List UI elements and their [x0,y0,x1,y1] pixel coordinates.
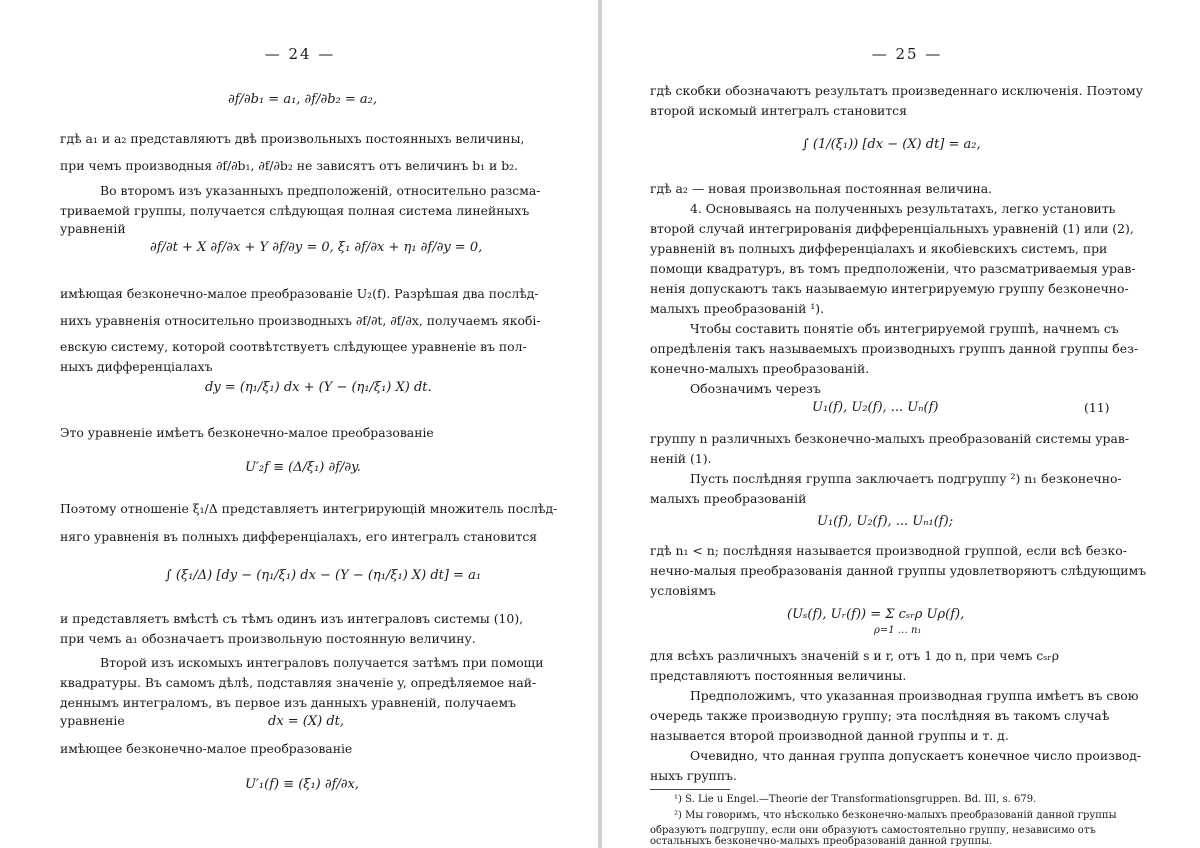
text-line: имѣющая безконечно-малое преобразованіе U₂(f). Разрѣшая два послѣд- [60,286,539,301]
text-line: для всѣхъ различныхъ значеній s и r, отъ 1 до n, при чемъ cₛᵣρ [650,648,1059,663]
text-line: гдѣ a₁ и a₂ представляютъ двѣ произвольныхъ постоянныхъ величины, [60,131,525,146]
formula: U′₁(f) ≡ (ξ₁) ∂f/∂x, [245,777,359,792]
formula: ∫ (1/(ξ₁)) [dx − (X) dt] = a₂, [802,137,981,152]
formula: dy = (η₁/ξ₁) dx + (Y − (η₁/ξ₁) X) dt. [205,380,432,395]
text-line: уравненій [60,221,126,236]
text-line: гдѣ a₂ — новая произвольная постоянная величина. [650,181,993,196]
text-line: неній (1). [650,451,712,466]
text-line: деннымъ интеграломъ, въ первое изъ данныхъ уравненій, получаемъ [60,695,516,710]
text-line: второй искомый интегралъ становится [650,103,907,118]
formula: (Uₛ(f), Uᵣ(f)) = Σ cₛᵣρ Uρ(f), [787,607,965,622]
text-line: Во второмъ изъ указанныхъ предположеній, относительно разсма- [100,183,541,198]
text-line: при чемъ производныя ∂f/∂b₁, ∂f/∂b₂ не зависятъ отъ величинъ b₁ и b₂. [60,158,519,173]
text-line: триваемой группы, получается слѣдующая полная система линейныхъ [60,203,530,218]
formula: U′₂f ≡ (Δ/ξ₁) ∂f/∂y. [245,460,361,475]
text-line: при чемъ a₁ обозначаетъ произвольную постоянную величину. [60,631,476,646]
text-line: Это уравненіе имѣетъ безконечно-малое преобразованіе [60,425,434,440]
text-line: Пусть послѣдняя группа заключаетъ подгруппу ²) n₁ безконечно- [690,471,1122,486]
footnote: образуютъ подгруппу, если они образуютъ самостоятельно группу, независимо отъ [650,825,1096,836]
text-line: Предположимъ, что указанная производная группа имѣетъ въ свою [690,688,1139,703]
text-line: Обозначимъ черезъ [690,381,821,396]
text-line: малыхъ преобразованій ¹). [650,301,825,316]
footnote-rule [650,789,730,790]
text-line: очередь также производную группу; эта послѣдняя въ такомъ случаѣ [650,708,1110,723]
formula: ∂f/∂b₁ = a₁, ∂f/∂b₂ = a₂, [228,92,377,107]
text-line: группу n различныхъ безконечно-малыхъ преобразованій системы урав- [650,431,1130,446]
page-number: — 24 — [264,45,336,63]
text-line: уравненіе [60,713,125,728]
text-line: евскую систему, которой соотвѣтствуетъ слѣдующее уравненіе въ пол- [60,339,527,354]
text-line: ненія допускаютъ такъ называемую интегрируемую группу безконечно- [650,281,1129,296]
equation-number: (11) [1084,400,1110,415]
formula: ∫ (ξ₁/Δ) [dy − (η₁/ξ₁) dx − (Y − (η₁/ξ₁) X) dt] = a₁ [165,568,482,583]
text-line: Поэтому отношеніе ξ₁/Δ представляетъ интегрирующій множитель послѣд- [60,501,558,516]
text-line: малыхъ преобразованій [650,491,807,506]
formula: U₁(f), U₂(f), ... Uₙ₁(f); [817,514,954,529]
text-line: нихъ уравненія относительно производныхъ ∂f/∂t, ∂f/∂x, получаемъ якобі- [60,313,541,328]
text-line: опредѣленія такъ называемыхъ производныхъ группъ данной группы без- [650,341,1139,356]
text-line: гдѣ скобки обозначаютъ результатъ произведеннаго исключенія. Поэтому [650,83,1143,98]
left-page [0,0,598,848]
sum-limits: ρ=1 … n₁ [874,625,922,636]
formula: U₁(f), U₂(f), ... Uₙ(f) [812,400,939,415]
text-line: няго уравненія въ полныхъ дифференціалахъ, его интегралъ становится [60,529,538,544]
text-line: Чтобы составить понятіе объ интегрируемой группѣ, начнемъ съ [690,321,1119,336]
text-line: представляютъ постоянныя величины. [650,668,907,683]
text-line: второй случай интегрированія дифференціальныхъ уравненій (1) или (2), [650,221,1134,236]
text-line: Очевидно, что данная группа допускаетъ конечное число производ- [690,748,1142,763]
text-line: имѣющее безконечно-малое преобразованіе [60,741,353,756]
text-line: нечно-малыя преобразованія данной группы удовлетворяютъ слѣдующимъ [650,563,1147,578]
text-line: 4. Основываясь на полученныхъ результатахъ, легко установить [690,201,1116,216]
text-line: условіямъ [650,583,716,598]
text-line: ныхъ группъ. [650,768,737,783]
page-number: — 25 — [871,45,943,63]
footnote: ¹) S. Lie u Engel.—Theorie der Transformationsgruppen. Bd. III, s. 679. [674,794,1037,805]
text-line: помощи квадратуръ, въ томъ предположеніи, что разсматриваемыя урав- [650,261,1136,276]
footnote: ²) Мы говоримъ, что нѣсколько безконечно-малыхъ преобразованій данной группы [674,810,1117,821]
text-line: Второй изъ искомыхъ интеграловъ получается затѣмъ при помощи [100,655,544,670]
text-line: ныхъ дифференціалахъ [60,359,213,374]
text-line: называется второй производной данной группы и т. д. [650,728,1009,743]
text-line: конечно-малыхъ преобразованій. [650,361,870,376]
text-line: квадратуры. Въ самомъ дѣлѣ, подставляя значеніе y, опредѣляемое най- [60,675,537,690]
formula: ∂f/∂t + X ∂f/∂x + Y ∂f/∂y = 0, ξ₁ ∂f/∂x + η₁ ∂f/∂y = 0, [150,240,483,255]
text-line: и представляетъ вмѣстѣ съ тѣмъ одинъ изъ интеграловъ системы (10), [60,611,524,626]
right-page [602,0,1200,848]
text-line: гдѣ n₁ < n; послѣдняя называется производной группой, если всѣ безко- [650,543,1127,558]
text-line: уравненій въ полныхъ дифференціалахъ и якобіевскихъ системъ, при [650,241,1108,256]
footnote: остальныхъ безконечно-малыхъ преобразованій данной группы. [650,836,993,847]
formula: dx = (X) dt, [268,714,345,729]
